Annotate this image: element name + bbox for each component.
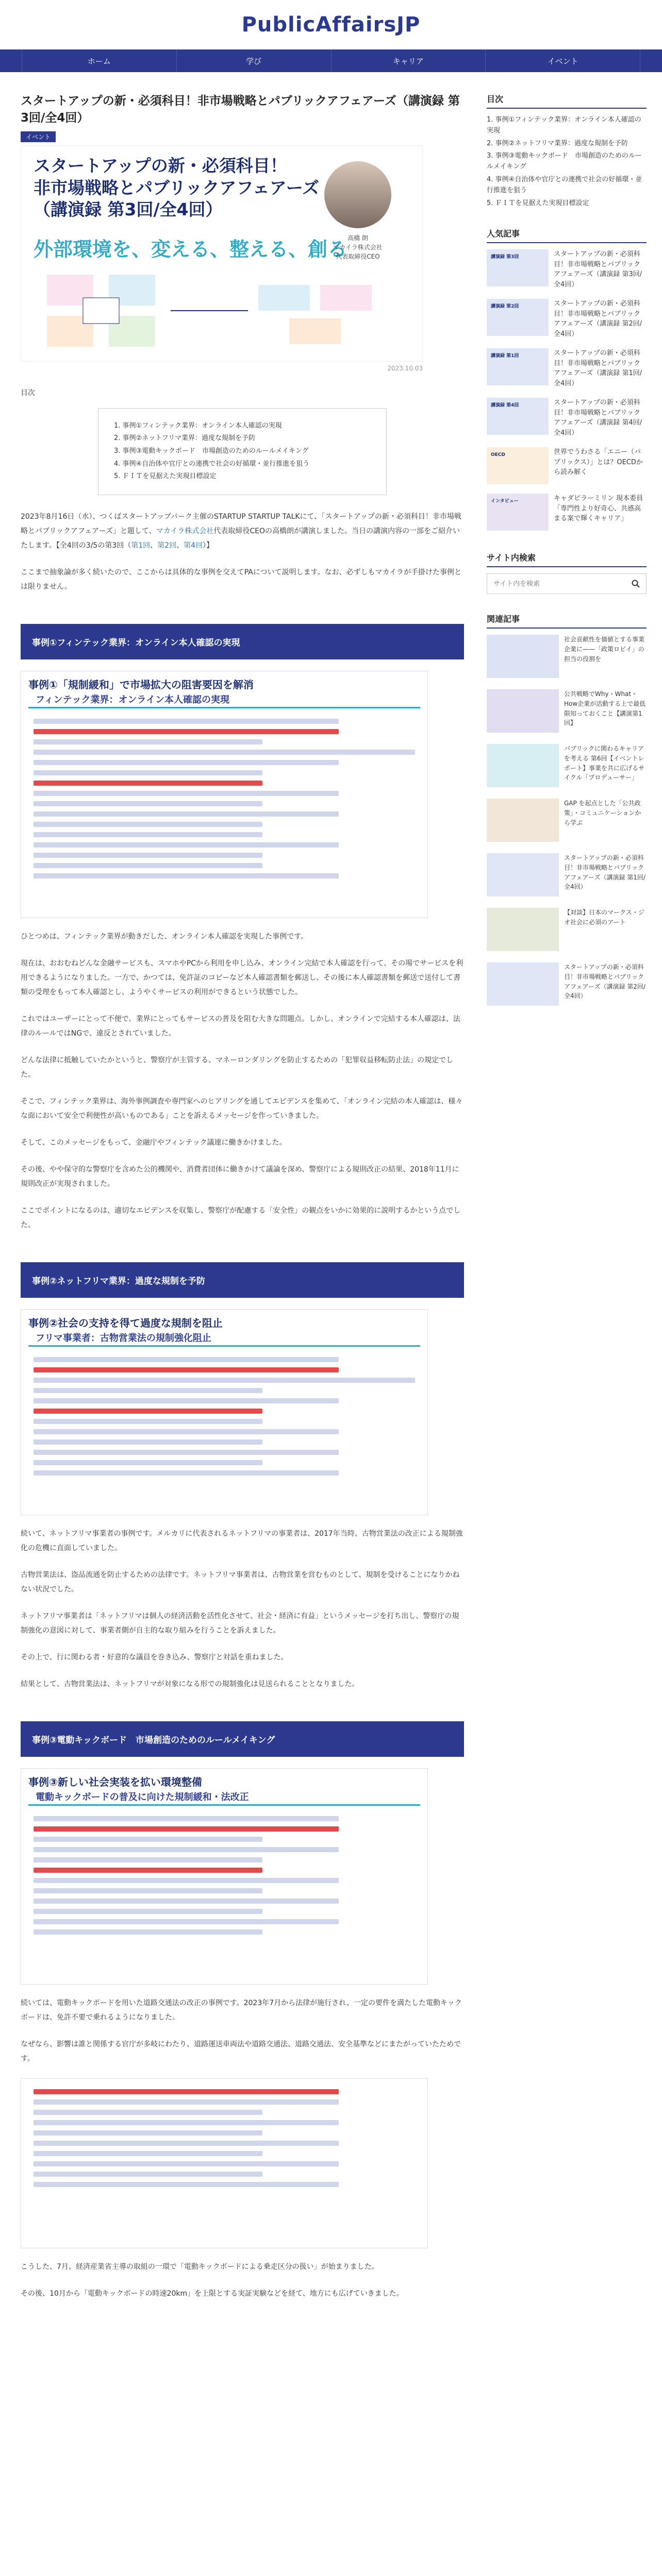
toc-item[interactable]: 3. 事例③電動キックボード 市場創造のためのルールメイキング (114, 447, 309, 455)
part1-link[interactable]: 第1回 (131, 541, 151, 550)
slide-image-2 (21, 1309, 428, 1515)
section-heading-1: 事例①フィンテック業界：オンライン本人確認の実現 (21, 624, 464, 659)
related-item[interactable] (487, 744, 647, 787)
section-paragraph: ここでポイントになるのは、適切なエビデンスを収集し、警察庁が配慮する「安全性」の観点をいかに効果的に説明するかという点でした。 (21, 1207, 461, 1230)
sidebar (487, 93, 647, 2313)
section-paragraph: これではユーザーにとって不便で、業界にとってもサービスの普及を阻む大きな問題点。しかし、オンラインで完結する本人確認は、法律のルールではNGで、違反とされていました。 (21, 1015, 460, 1038)
popular-thumb: 講演録 第2回 (487, 299, 549, 336)
section-paragraph: そこで、フィンテック業界は、海外事例調査や専門家へのヒアリングを通してエビデンスを集めて、「オンライン完結の本人確認は、様々な面において安全で利便性が高いものである」ことを訴えるメッセージを作っていきました。 (21, 1097, 463, 1121)
section-paragraph: こうした、7月、経済産業省主導の取組の一環で「電動キックボードによる乗走区分の扱い」が始まりました。 (21, 2263, 379, 2272)
sidebar-toc-item[interactable]: 5. ＦＩＴを見据えた実現目標設定 (487, 199, 589, 207)
section-paragraph: なぜなら、影響は誰と関係する官庁が多岐にわたり、道路運送車両法や道路交通法、道路交通法、安全基準などにまたがっていたためです。 (21, 2040, 461, 2063)
related-thumb (487, 853, 559, 896)
hero-title: スタートアップの新・必須科目！ 非市場戦略とパブリックアフェアーズ （講演録 第3回/全4回） (34, 155, 320, 220)
intro-text: 、 (176, 541, 184, 550)
popular-item[interactable] (487, 348, 647, 388)
popular-thumb: 講演録 第3回 (487, 249, 549, 286)
toc-label: 目次 (21, 388, 35, 397)
intro-paragraph (21, 510, 464, 553)
search-heading: サイト内検索 (487, 551, 647, 567)
intro-text: ）】 (203, 541, 213, 550)
related-item[interactable] (487, 853, 647, 896)
related-thumb (487, 635, 559, 678)
slide-title: 事例②社会の支持を得て過度な規制を阻止 (28, 1317, 223, 1330)
related-title[interactable]: パブリックに関わるキャリアを考える 第6回【イベントレポート】事業を共に広げるサイクル「プロデューサー」 (564, 745, 645, 782)
slide-title: 事例①「規制緩和」で市場拡大の阻害要因を解消 (28, 679, 254, 691)
related-heading: 関連記事 (487, 613, 647, 629)
site-search (487, 573, 647, 594)
speaker-photo (324, 161, 391, 228)
section-paragraph: その後、やや保守的な警察庁を含めた公的機関や、消費者団体に働きかけて議論を深め、警察庁による規則改正の結果、2018年11月に規則改正が実現されました。 (21, 1165, 459, 1189)
speaker-caption: 高橋 朗 マカイラ株式会社 代表取締役CEO (333, 234, 383, 260)
section-paragraph: 現在は、おおむねどんな金融サービスも、スマホやPCから利用を申し込み、オンライン完結で本人確認を行って、その場でサービスを利用できるようになりました。一方で、かつては、免許証のコピーなど本人確認書類を郵送し、その後に本人確認書類を郵送で送付して書類の受理をもって本人確認とし、ようやくサービスの利用ができるという状態でした。 (21, 959, 464, 997)
intro-text: 2023年8月16日（水）、つくばスタートアップパーク主催のSTARTUP STARTUP TALKにて、「スタートアップの新・必須科目！非市場戦略とパブリックアフェアーズ」と題して、 (21, 513, 461, 536)
toc-item[interactable]: 5. ＦＩＴを見据えた実現目標設定 (114, 472, 217, 481)
popular-thumb: 講演録 第4回 (487, 398, 549, 435)
hero-subtitle: 外部環境を、変える、整える、創る (34, 238, 347, 261)
section-paragraph: ネットフリマ事業者は「ネットフリマは個人の経済活動を活性化させて、社会・経済に有益」というメッセージを打ち出し、警察庁の規制強化の意図に対して、事業者側が自主的な取り組みを行うことを訴えました。 (21, 1612, 459, 1635)
related-thumb (487, 744, 559, 787)
popular-thumb: インタビュー (487, 494, 549, 531)
sidebar-toc (487, 115, 647, 209)
nav-item-home[interactable]: ホーム (22, 49, 177, 72)
article-title: スタートアップの新・必須科目！非市場戦略とパブリックアフェアーズ（講演録 第3回/全4回） (21, 94, 460, 125)
section-paragraph: その後、10月から「電動キックボードの時速20km」を上限とする実証実験などを経て、地方にも広げていきました。 (21, 2290, 404, 2298)
related-thumb (487, 962, 559, 1006)
related-item[interactable] (487, 908, 647, 951)
popular-title[interactable]: キャダピラーミリン 現本委員「専門性より好奇心、共感高まる案で輝くキャリア」 (554, 495, 643, 523)
slide-subtitle: 電動キックボードの普及に向けた規制緩和・法改正 (28, 1789, 420, 1806)
toc-item[interactable]: 1. 事例①フィンテック業界：オンライン本人確認の実現 (114, 421, 282, 430)
search-input[interactable] (487, 574, 625, 594)
category-badge[interactable]: イベント (21, 131, 56, 142)
toc-item[interactable]: 4. 事例④自治体や官庁との連携で社会の好循環・並行推進を狙う (114, 460, 310, 468)
popular-title[interactable]: スタートアップの新・必須科目！非市場戦略とパブリックアフェアーズ（講演録 第3回/全4回） (554, 250, 642, 289)
sidebar-toc-item[interactable]: 2. 事例②ネットフリマ業界：過度な規制を予防 (487, 139, 628, 147)
slide-subtitle: フィンテック業界：オンライン本人確認の実現 (28, 691, 420, 708)
popular-item[interactable] (487, 299, 647, 339)
related-title[interactable]: スタートアップの新・必須科目！非市場戦略とパブリックアフェアーズ（講演録 第1回/全4回） (564, 854, 646, 891)
slide-image-1 (21, 671, 428, 918)
section-paragraph: ひとつめは、フィンテック業界が動きだした、オンライン本人確認を実現した事例です。 (21, 933, 308, 941)
related-item[interactable] (487, 962, 647, 1006)
popular-thumb: OECD (487, 447, 549, 484)
related-thumb (487, 908, 559, 951)
related-title[interactable]: 【対談】日本のマークス・ジオ社会に必須のアート (564, 909, 644, 926)
article-main (21, 93, 464, 2313)
section-paragraph: その上で、行に関わる者・好意的な議員を巻き込み、警察庁と対話を重ねました。 (21, 1653, 288, 1662)
section-heading-2: 事例②ネットフリマ業界：過度な規制を予防 (21, 1262, 464, 1298)
site-header (0, 0, 662, 49)
slide-subtitle: フリマ事業者：古物営業法の規制強化阻止 (28, 1330, 420, 1347)
section-paragraph: 続いては、電動キックボードを用いた道路交通法の改正の事例です。2023年7月から法律が施行され、一定の要件を満たした電動キックボードは、免許不要で乗れるようになりました。 (21, 1999, 462, 2022)
popular-item[interactable] (487, 398, 647, 438)
section-paragraph: そして、このメッセージをもって、金融庁やフィンテック議連に働きかけました。 (21, 1139, 287, 1147)
section-paragraph: 続いて、ネットフリマ事業者の事例です。メルカリに代表されるネットフリマの事業者は、2017年当時、古物営業法の改正による規制強化の危機に直面していました。 (21, 1530, 463, 1553)
section-paragraph: 結果として、古物営業法は、ネットフリマが対象になる形での規制強化は見送られることとなりました。 (21, 1680, 359, 1689)
slide-image-4 (21, 2078, 428, 2248)
site-logo[interactable]: PublicAffairsJP (241, 13, 421, 37)
toc-item[interactable]: 2. 事例②ネットフリマ業界：過度な規制を予防 (114, 434, 256, 443)
popular-title[interactable]: 世界でうわさる「エニー（パブリックス）」とは？OECDから読み解く (554, 448, 643, 477)
part4-link[interactable]: 第4回 (184, 541, 203, 550)
publish-date: 2023.10.03 (387, 364, 423, 372)
nav-item-learn[interactable]: 学び (177, 49, 332, 72)
intro-paragraph-2: ここまで抽象論が多く続いたので、ここからは具体的な事例を交えてPAについて説明します。なお、必ずしもマカイラが手掛けた事例とは限りません。 (21, 568, 462, 591)
related-item[interactable] (487, 689, 647, 733)
related-thumb (487, 799, 559, 842)
section-heading-3: 事例③電動キックボード 市場創造のためのルールメイキング (21, 1721, 464, 1757)
sidebar-toc-item[interactable]: 4. 事例④自治体や官庁との連携で社会の好循環・並行推進を狙う (487, 175, 642, 194)
part2-link[interactable]: 第2回 (157, 541, 177, 550)
section-paragraph: 古物営業法は、盗品流通を防止するための法律です。ネットフリマ事業者は、古物営業を営むものとして、規制を受けることになりかねない状況でした。 (21, 1571, 460, 1594)
popular-title[interactable]: スタートアップの新・必須科目！非市場戦略とパブリックアフェアーズ（講演録 第1回/全4回） (554, 349, 642, 387)
popular-item[interactable] (487, 447, 647, 484)
nav-item-career[interactable]: キャリア (332, 49, 486, 72)
nav-item-event[interactable]: イベント (486, 49, 640, 72)
table-of-contents (98, 408, 387, 495)
related-thumb (487, 689, 559, 733)
popular-title[interactable]: スタートアップの新・必須科目！非市場戦略とパブリックアフェアーズ（講演録 第4回/全4回） (554, 399, 642, 437)
search-icon[interactable] (625, 574, 646, 594)
related-title[interactable]: GAP を起点とした「公共政策」・コミュニケーションから学ぶ (564, 800, 641, 826)
related-title[interactable]: スタートアップの新・必須科目！非市場戦略とパブリックアフェアーズ（講演録 第2回/全4回） (564, 963, 646, 1000)
sidebar-toc-heading: 目次 (487, 93, 647, 109)
hero-image (21, 145, 423, 362)
section-paragraph: どんな法律に抵触していたかというと、警察庁が主管する、マネーロンダリングを防止するための「犯罪収益移転防止法」の規定でした。 (21, 1056, 454, 1079)
company-link[interactable]: マカイラ株式会社 (156, 527, 214, 536)
popular-title[interactable]: スタートアップの新・必須科目！非市場戦略とパブリックアフェアーズ（講演録 第2回/全4回） (554, 300, 642, 338)
sidebar-toc-item[interactable]: 3. 事例③電動キックボード 市場創造のためのルールメイキング (487, 152, 642, 171)
related-item[interactable] (487, 799, 647, 842)
intro-text: 、 (150, 541, 158, 550)
popular-item[interactable] (487, 249, 647, 290)
popular-heading: 人気記事 (487, 227, 647, 243)
global-nav (0, 49, 662, 72)
slide-title: 事例③新しい社会実装を拡い環境整備 (28, 1776, 202, 1789)
hero-diagram (42, 269, 392, 352)
related-title[interactable]: 公共戦略でWhy・What・How企業が活動する上で最低限知っておくこと【講演第1回】 (564, 690, 646, 727)
sidebar-toc-item[interactable]: 1. 事例①フィンテック業界：オンライン本人確認の実現 (487, 116, 641, 134)
slide-image-3 (21, 1768, 428, 1985)
related-title[interactable]: 社会貢献性を価値とする事業企業に——「政策ロビイ」の担当の役割を (564, 636, 645, 663)
related-item[interactable] (487, 635, 647, 678)
popular-thumb: 講演録 第1回 (487, 348, 549, 385)
popular-item[interactable] (487, 494, 647, 531)
intro-text: 代表取締役CEOの高橋朗が講演しました。当日の講演内容の一部をご紹介いたします。【全4回の3/5の第3回（ (21, 527, 460, 550)
